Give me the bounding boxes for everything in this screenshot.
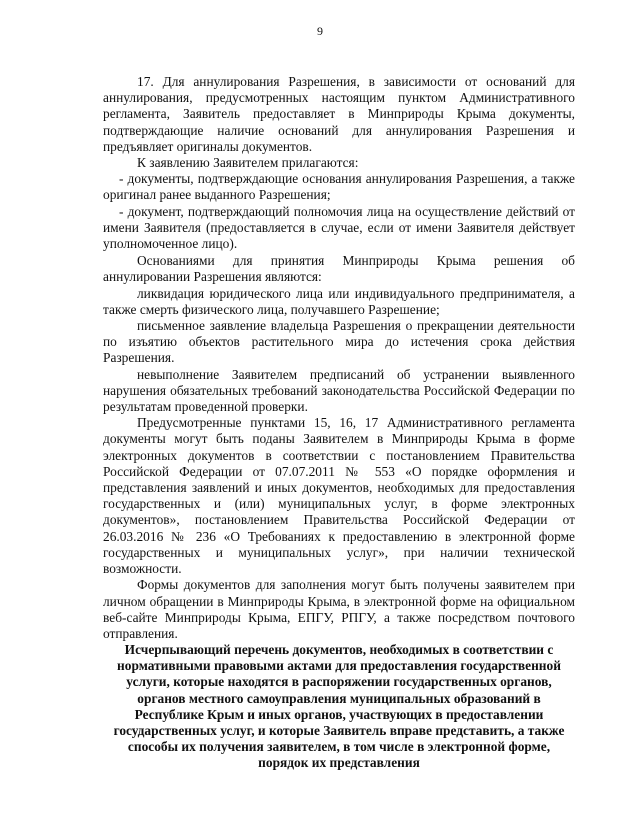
ground-item-3: невыполнение Заявителем предписаний об устранении выявленного нарушения обязательных требований законодательства Российской Федерации по результатам проведенной проверки. xyxy=(103,366,575,415)
paragraph-17: 17. Для аннулирования Разрешения, в зависимости от оснований для аннулирования, предусмотренных настоящим пунктом Административного регламента, Заявитель предоставляет в Минприроды Крыма документы, подтверждающие наличие оснований для аннулирования Разрешения и предъявляет оригиналы документов. xyxy=(103,74,575,154)
heading-line: органов местного самоуправления муниципальных образований в xyxy=(137,690,541,706)
heading-line: Республике Крым и иных органов, участвующих в предоставлении xyxy=(134,706,544,722)
heading-line: способы их получения заявителем, в том числе в электронной форме, xyxy=(127,739,551,755)
page-number: 9 xyxy=(317,24,323,38)
heading-line: порядок их представления xyxy=(258,755,420,771)
heading-line: услуги, которые находятся в распоряжении государственных органов, xyxy=(126,674,552,690)
attachments-intro: К заявлению Заявителем прилагаются: xyxy=(137,155,359,171)
heading-line: государственных услуг, и которые Заявитель вправе представить, а также xyxy=(113,723,565,739)
grounds-intro: Основаниями для принятия Минприроды Крыма решения об аннулировании Разрешения являются: xyxy=(103,253,575,285)
heading-line: Исчерпывающий перечень документов, необходимых в соответствии с xyxy=(124,642,554,657)
forms-paragraph: Формы документов для заполнения могут быть получены заявителем при личном обращении в Минприроды Крыма, в электронной форме на официальном веб-сайте Минприроды Крыма, ЕПГУ, РПГУ, а также посредством почтового отправления. xyxy=(103,577,575,641)
ground-item-1: ликвидация юридического лица или индивидуального предпринимателя, а также смерть физического лица, получавшего Разрешение; xyxy=(103,285,575,317)
attachment-item-2: - документ, подтверждающий полномочия лица на осуществление действий от имени Заявителя (предоставляется в случае, если от имени Заявителя действует уполномоченное лицо). xyxy=(103,203,575,252)
heading-line: нормативными правовыми актами для предоставления государственной xyxy=(117,658,561,674)
section-heading xyxy=(103,642,575,772)
ground-item-2: письменное заявление владельца Разрешения о прекращении деятельности по изъятию объектов растительного мира до истечения срока действия Разрешения. xyxy=(103,318,575,366)
document-body xyxy=(103,74,575,642)
electronic-submission-paragraph: Предусмотренные пунктами 15, 16, 17 Административного регламента документы могут быть поданы Заявителем в Минприроды Крыма в форме электронных документов в соответствии с постановлением Правительства Российской Федерации от 07.07.2011 № 553 «О порядке оформления и представления заявлений и иных документов, необходимых для предоставления государственных и (или) муниципальных услуг, в форме электронных документов», постановлением Правительства Российской Федерации от 26.03.2016 № 236 «О Требованиях к предоставлению в электронной форме государственных и муниципальных услуг», при наличии технической возможности. xyxy=(103,415,575,577)
attachment-item-1: - документы, подтверждающие основания аннулирования Разрешения, а также оригинал ранее выданного Разрешения; xyxy=(103,171,575,203)
